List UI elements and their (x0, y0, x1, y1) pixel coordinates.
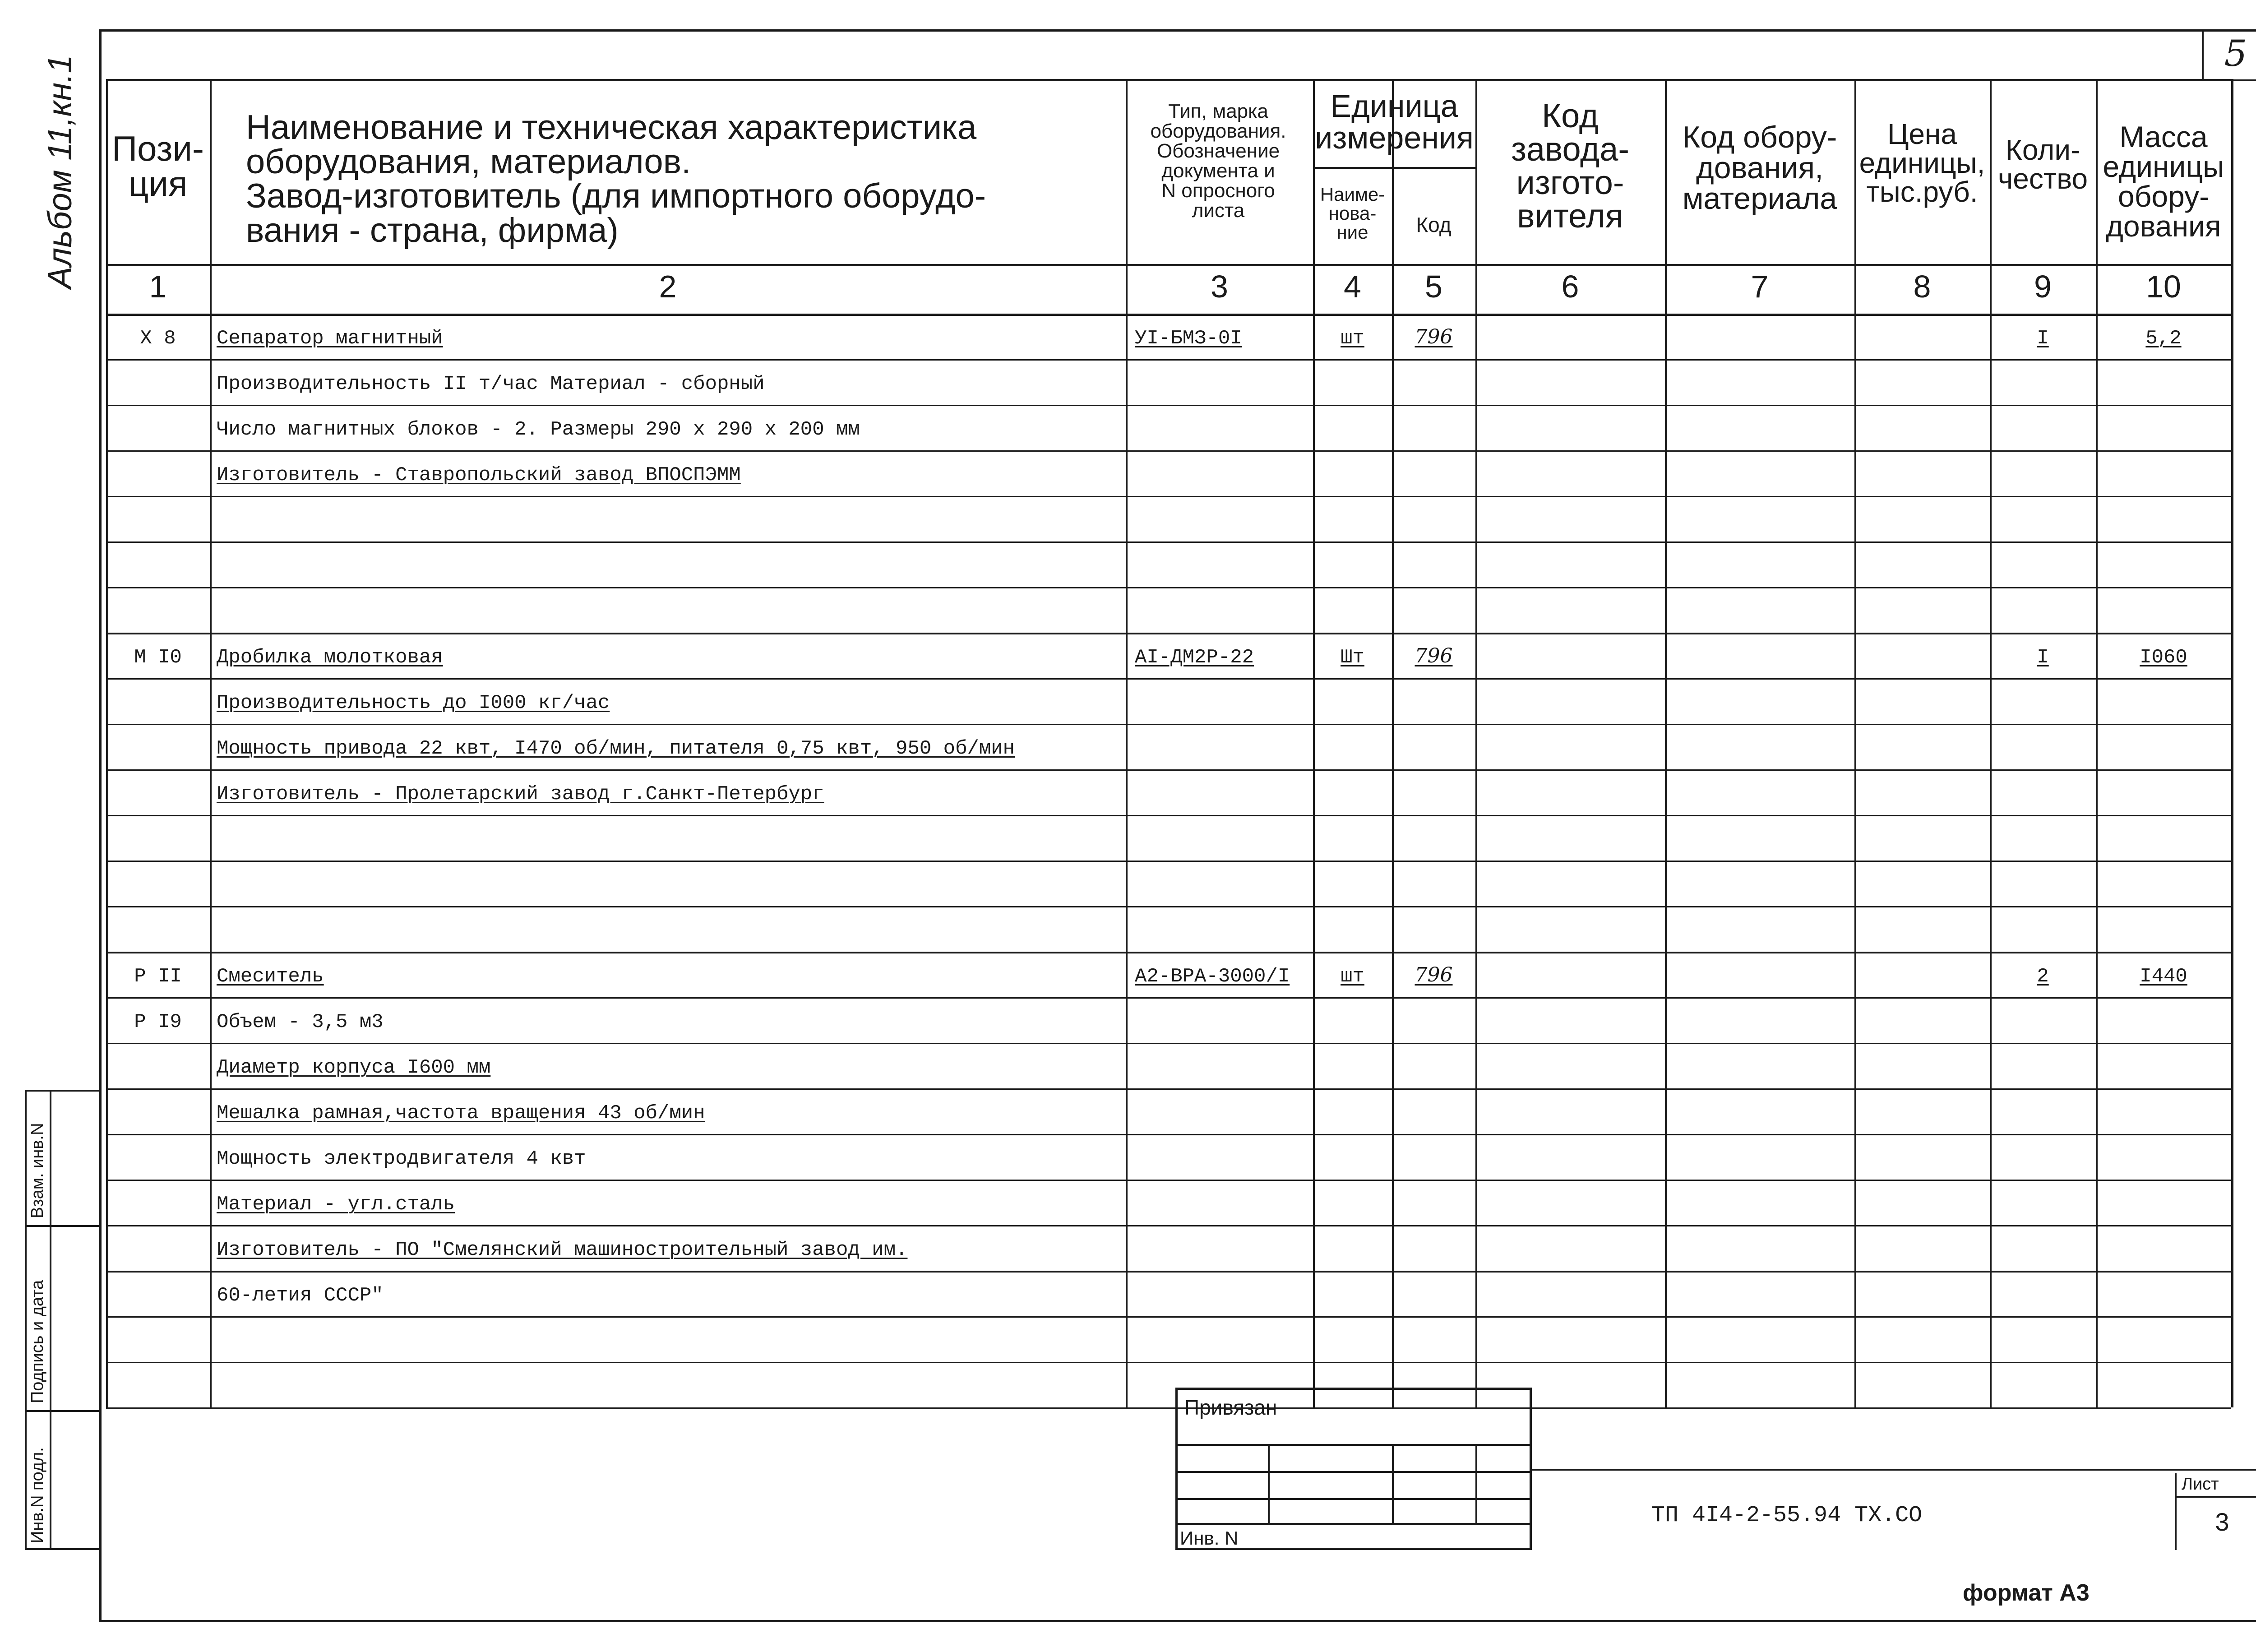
header-factory-code: Код завода- изгото- вителя (1511, 97, 1630, 235)
row-name: Объем - 3,5 м3 (217, 1011, 384, 1033)
row-unit: Шт (1341, 646, 1364, 669)
row-unit: шт (1341, 327, 1364, 350)
row-type: АI-ДМ2Р-22 (1135, 646, 1254, 669)
row-quantity: I (2037, 327, 2049, 350)
row-line (106, 906, 2231, 907)
header-unit-name: Наиме- нова- ние (1320, 184, 1385, 243)
row-position: Х 8 (140, 327, 176, 350)
row-line (106, 541, 2231, 543)
row-line (106, 1134, 2231, 1135)
sheet-number: 3 (2215, 1508, 2229, 1536)
column-number: 2 (659, 269, 677, 304)
column-number: 9 (2034, 269, 2052, 304)
row-mass: I440 (2140, 965, 2187, 988)
row-name: Число магнитных блоков - 2. Размеры 290 х 290 х 200 мм (217, 418, 860, 441)
row-name: Смеситель (217, 965, 324, 988)
sheet-label: Лист (2182, 1475, 2219, 1494)
row-quantity: I (2037, 646, 2049, 669)
row-type: УI-БМЗ-0I (1135, 327, 1242, 350)
column-number: 6 (1561, 269, 1579, 304)
row-line (106, 1088, 2231, 1090)
row-line (106, 1316, 2231, 1318)
column-number-bottom-line (106, 314, 2231, 316)
binding-label: Привязан (1184, 1396, 1277, 1419)
stamp-signature-date: Подпись и дата (28, 1280, 47, 1403)
row-mass: 5,2 (2145, 327, 2182, 350)
row-line (106, 359, 2231, 361)
unit-subheader-line (1313, 167, 1475, 169)
column-number: 5 (1425, 269, 1442, 304)
row-name: Изготовитель - Пролетарский завод г.Санкт-Петербург (217, 783, 824, 805)
row-position: Р II (134, 965, 182, 988)
row-name: Мешалка рамная,частота вращения 43 об/мин (217, 1102, 705, 1124)
header-price: Цена единицы, тыс.руб. (1859, 118, 1985, 208)
format-label: формат А3 (1963, 1580, 2090, 1606)
row-line (106, 1225, 2231, 1226)
row-line (106, 724, 2231, 725)
header-equipment-code: Код обору- дования, материала (1682, 120, 1837, 216)
row-name: Материал - угл.сталь (217, 1193, 455, 1216)
row-name: Сепаратор магнитный (217, 327, 443, 350)
table-top-line (106, 79, 2231, 81)
sheet-frame (99, 29, 2256, 1622)
header-quantity: Коли- чество (1997, 134, 2088, 195)
header-mass: Масса единицы обору- дования (2103, 120, 2224, 243)
row-line (106, 1043, 2231, 1044)
row-line (106, 1271, 2231, 1273)
row-line (106, 1362, 2231, 1363)
row-line (106, 815, 2231, 816)
row-name: Изготовитель - ПО "Смелянский машиностроительный завод им. (217, 1239, 908, 1261)
row-name: Мощность электродвигателя 4 квт (217, 1148, 586, 1170)
row-line (106, 1407, 2231, 1409)
inventory-number-label: Инв. N (1180, 1527, 1239, 1549)
stamp-vzam-inv: Взам. инв.N (28, 1123, 47, 1218)
row-line (106, 405, 2231, 406)
row-line (106, 496, 2231, 497)
header-position: Пози- ция (112, 129, 204, 204)
header-name: Наименование и техническая характеристика оборудования, материалов. Завод-изготовитель (для импортного оборудо- вания - страна, фирма) (246, 108, 986, 250)
row-line (106, 952, 2231, 953)
row-line (106, 997, 2231, 999)
album-label: Альбом 11,кн.1 (41, 55, 79, 289)
row-name: 60-летия СССР" (217, 1284, 384, 1307)
row-line (106, 587, 2231, 588)
row-unit-code: 796 (1415, 963, 1453, 986)
row-name: Диаметр корпуса I600 мм (217, 1056, 491, 1079)
row-line (106, 1180, 2231, 1181)
row-name: Дробилка молотковая (217, 646, 443, 669)
row-position: М I0 (134, 646, 182, 669)
stamp-inv-original: Инв.N подл. (28, 1447, 47, 1543)
column-line (2231, 79, 2233, 1407)
header-bottom-line (106, 264, 2231, 266)
column-number: 8 (1913, 269, 1931, 304)
row-unit-code: 796 (1415, 325, 1453, 348)
row-unit: шт (1341, 965, 1364, 988)
header-unit-code: Код (1416, 213, 1452, 236)
document-code: ТП 4I4-2-55.94 ТХ.СО (1651, 1503, 1923, 1528)
row-name: Производительность II т/час Материал - сборный (217, 373, 765, 395)
column-number: 3 (1211, 269, 1228, 304)
row-position: Р I9 (134, 1011, 182, 1033)
row-name: Мощность привода 22 квт, I470 об/мин, питателя 0,75 квт, 950 об/мин (217, 737, 1015, 760)
row-line (106, 861, 2231, 862)
column-number: 1 (149, 269, 167, 304)
column-number: 4 (1344, 269, 1361, 304)
row-mass: I060 (2140, 646, 2187, 669)
column-number: 10 (2146, 269, 2181, 304)
header-unit-group: Единица измерения (1315, 88, 1474, 155)
row-type: А2-ВРА-3000/I (1135, 965, 1290, 988)
row-name: Производительность до I000 кг/час (217, 692, 610, 714)
row-name: Изготовитель - Ставропольский завод ВПОСПЭММ (217, 464, 741, 486)
row-line (106, 633, 2231, 634)
row-line (106, 678, 2231, 680)
row-line (106, 769, 2231, 771)
column-number: 7 (1751, 269, 1769, 304)
row-unit-code: 796 (1415, 644, 1453, 667)
row-quantity: 2 (2037, 965, 2049, 988)
header-type: Тип, марка оборудования. Обозначение документа и N опросного листа (1150, 100, 1286, 222)
row-line (106, 450, 2231, 452)
corner-number: 5 (2224, 32, 2247, 74)
